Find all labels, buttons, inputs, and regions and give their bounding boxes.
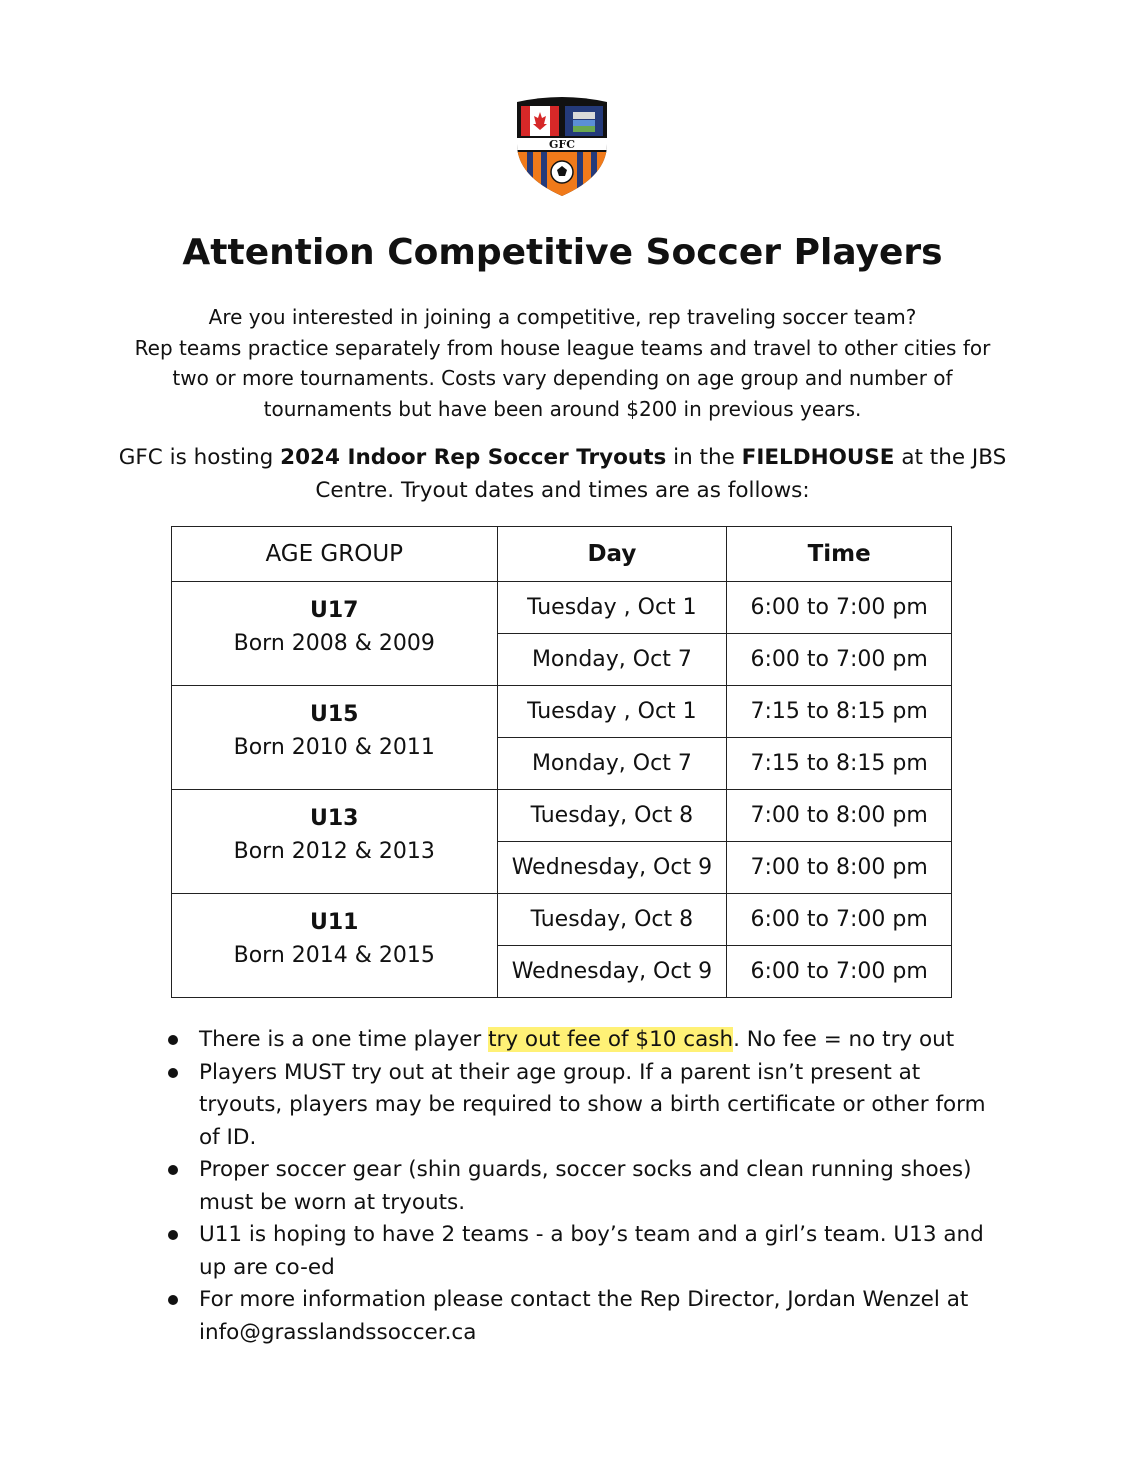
age-born: Born 2012 & 2013 (233, 839, 435, 864)
table-row (172, 686, 952, 738)
note-fee (165, 1024, 995, 1057)
age-group-cell (172, 582, 498, 686)
age-code: U13 (310, 806, 359, 831)
day-cell: Monday, Oct 7 (497, 738, 727, 790)
age-group-cell (172, 894, 498, 998)
header-age-group: AGE GROUP (172, 527, 498, 582)
hosting-venue: FIELDHOUSE (741, 445, 895, 470)
time-cell: 6:00 to 7:00 pm (727, 582, 952, 634)
contact-text: For more information please contact the Rep Director, Jordan Wenzel at (199, 1287, 969, 1312)
note-gear: Proper soccer gear (shin guards, soccer socks and clean running shoes) must be worn at tryouts. (165, 1154, 995, 1219)
time-cell: 7:00 to 8:00 pm (727, 842, 952, 894)
table-row (172, 894, 952, 946)
note-age-group: Players MUST try out at their age group. If a parent isn’t present at tryouts, players may be required to show a birth certificate or other form of ID. (165, 1057, 995, 1155)
hosting-post1: at the JBS (894, 445, 1007, 470)
age-born: Born 2008 & 2009 (233, 631, 435, 656)
intro-line-4: tournaments but have been around $200 in previous years. (263, 396, 862, 421)
day-cell: Wednesday, Oct 9 (497, 842, 727, 894)
day-cell: Monday, Oct 7 (497, 634, 727, 686)
time-cell: 7:00 to 8:00 pm (727, 790, 952, 842)
day-cell: Tuesday, Oct 8 (497, 790, 727, 842)
tryout-schedule-table (171, 526, 952, 998)
time-cell: 7:15 to 8:15 pm (727, 738, 952, 790)
header-day: Day (497, 527, 727, 582)
age-born: Born 2014 & 2015 (233, 943, 435, 968)
fee-highlight: try out fee of $10 cash (488, 1027, 734, 1052)
age-born: Born 2010 & 2011 (233, 735, 435, 760)
day-cell: Tuesday , Oct 1 (497, 686, 727, 738)
day-cell: Tuesday, Oct 8 (497, 894, 727, 946)
intro-paragraph (110, 302, 1015, 424)
contact-email[interactable]: info@grasslandssoccer.ca (199, 1319, 477, 1345)
age-code: U11 (310, 910, 359, 935)
hosting-event: 2024 Indoor Rep Soccer Tryouts (280, 445, 667, 470)
notes-list (165, 1024, 995, 1349)
table-header-row (172, 527, 952, 582)
gfc-crest-logo (511, 94, 613, 198)
intro-line-2: Rep teams practice separately from house league teams and travel to other cities for (134, 335, 991, 360)
time-cell: 6:00 to 7:00 pm (727, 946, 952, 998)
age-group-cell (172, 790, 498, 894)
table-row (172, 582, 952, 634)
day-cell: Wednesday, Oct 9 (497, 946, 727, 998)
note-teams: U11 is hoping to have 2 teams - a boy’s team and a girl’s team. U13 and up are co-ed (165, 1219, 995, 1284)
header-time: Time (727, 527, 952, 582)
fee-pre: There is a one time player (199, 1027, 489, 1052)
logo-text: GFC (549, 138, 575, 151)
age-code: U15 (310, 702, 359, 727)
hosting-pre: GFC is hosting (118, 445, 281, 470)
note-contact (165, 1284, 995, 1349)
time-cell: 6:00 to 7:00 pm (727, 634, 952, 686)
hosting-paragraph (110, 442, 1015, 507)
page-title: Attention Competitive Soccer Players (182, 232, 943, 273)
age-code: U17 (310, 598, 359, 623)
time-cell: 6:00 to 7:00 pm (727, 894, 952, 946)
table-row (172, 790, 952, 842)
intro-line-1: Are you interested in joining a competitive, rep traveling soccer team? (208, 305, 917, 329)
day-cell: Tuesday , Oct 1 (497, 582, 727, 634)
hosting-mid: in the (666, 445, 742, 470)
fee-post: . No fee = no try out (733, 1027, 955, 1052)
time-cell: 7:15 to 8:15 pm (727, 686, 952, 738)
hosting-post2: Centre. Tryout dates and times are as follows: (315, 477, 810, 503)
intro-line-3: two or more tournaments. Costs vary depending on age group and number of (172, 366, 953, 390)
age-group-cell (172, 686, 498, 790)
